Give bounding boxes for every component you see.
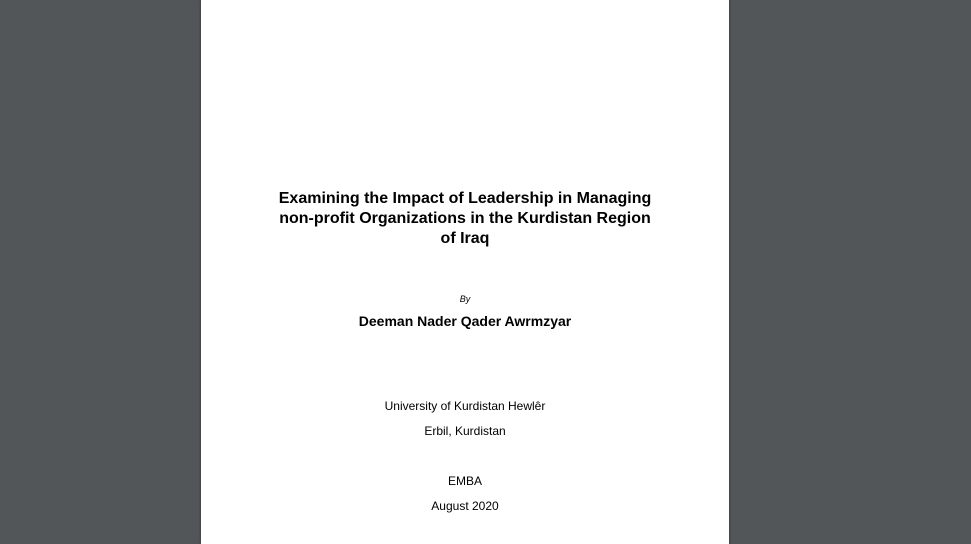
title-line-3: of Iraq (440, 230, 490, 247)
title-line-2: non-profit Organizations in the Kurdistan Region (279, 210, 651, 227)
author-name: Deeman Nader Qader Awrmzyar (358, 313, 572, 329)
document-title (201, 189, 729, 249)
university-name: University of Kurdistan Hewlêr (384, 399, 546, 413)
title-line-1: Examining the Impact of Leadership in Managing (278, 190, 652, 207)
degree-text: EMBA (447, 474, 482, 488)
location-text: Erbil, Kurdistan (424, 424, 506, 438)
date-text: August 2020 (431, 499, 499, 513)
document-page (201, 0, 729, 544)
by-label: By (459, 294, 471, 304)
